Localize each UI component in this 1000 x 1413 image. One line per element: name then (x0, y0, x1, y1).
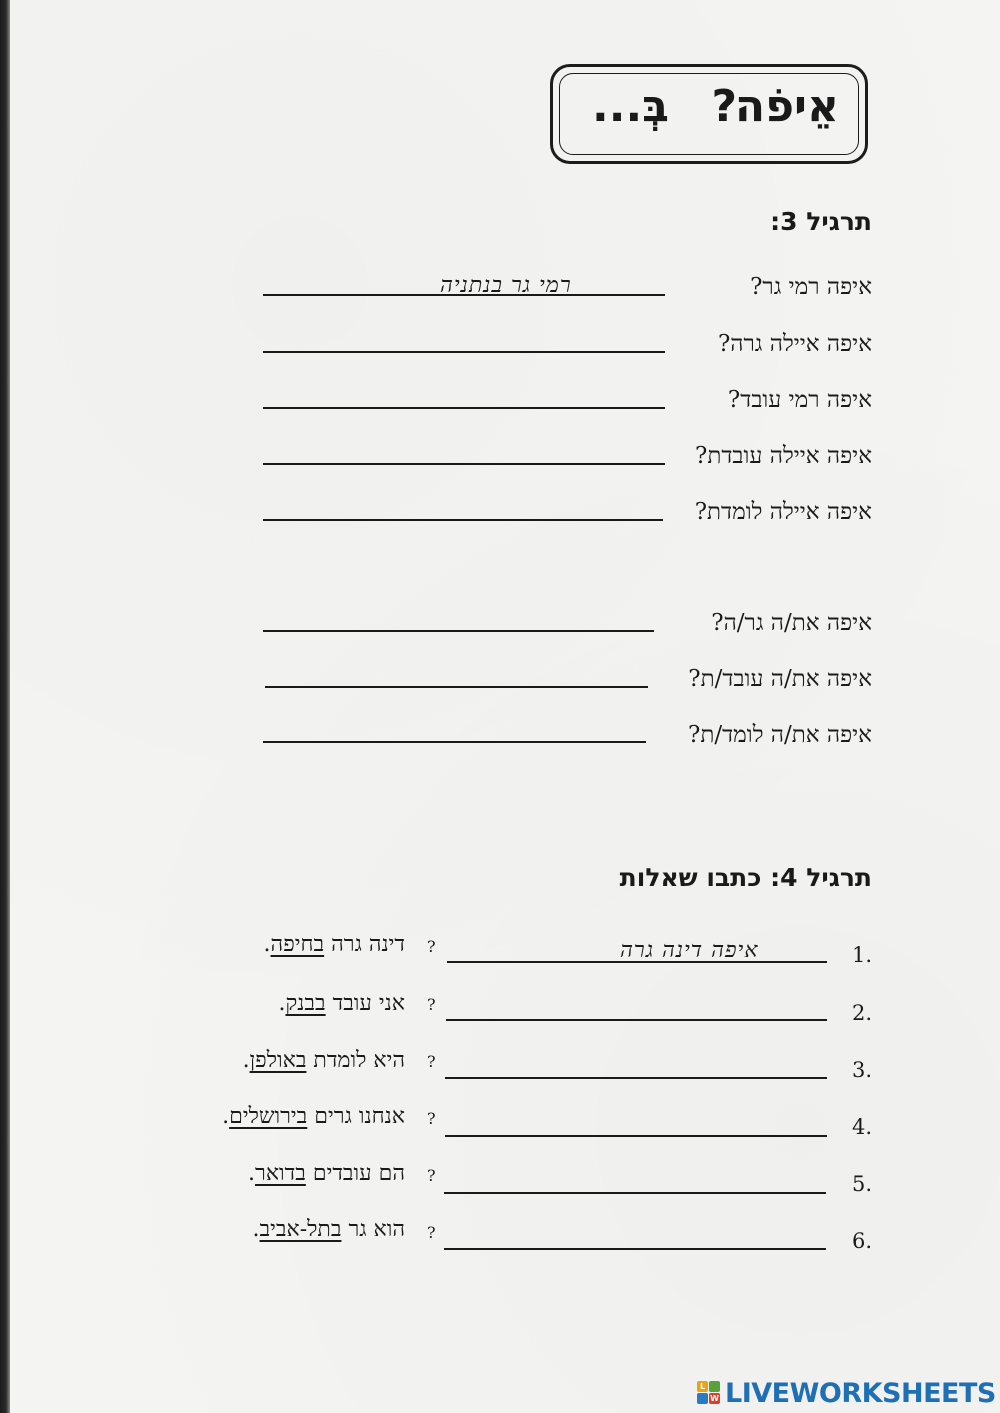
icon-tile: L (697, 1381, 708, 1392)
question-text: איפה את/ה לומד/ת? (688, 722, 872, 748)
answer-line[interactable] (263, 741, 646, 743)
scan-edge (0, 0, 10, 1413)
item-number: 2. (852, 1001, 873, 1025)
icon-tile (697, 1393, 708, 1404)
icon-tile: W (710, 1394, 719, 1403)
question-text: איפה רמי עובד? (727, 387, 872, 413)
liveworksheets-logo (697, 1379, 996, 1407)
statement: אני עובד בבנק. (278, 991, 405, 1016)
question-mark: ? (427, 1223, 436, 1242)
item-number: 3. (852, 1058, 873, 1082)
underlined-place: בירושלים (229, 1104, 308, 1129)
answer-line[interactable] (444, 1248, 826, 1250)
statement: היא לומדת באולפן. (242, 1048, 405, 1073)
question-text: איפה איילה לומדת? (694, 499, 872, 525)
title-word: אֵיפֹה (734, 81, 839, 132)
question-mark: ? (427, 1166, 436, 1185)
statement: הם עובדים בדואר. (248, 1161, 405, 1186)
item-number: 5. (852, 1172, 873, 1196)
item-number: 6. (852, 1229, 873, 1253)
question-mark: ? (427, 995, 436, 1014)
answer-line[interactable] (263, 630, 654, 632)
answer-line[interactable] (263, 407, 665, 409)
statement: אנחנו גרים בירושלים. (222, 1104, 405, 1129)
statement: דינה גרה בחיפה. (263, 932, 405, 957)
answer-line[interactable] (263, 351, 665, 353)
answer-line[interactable] (446, 1019, 827, 1021)
answer-line[interactable] (444, 1192, 826, 1194)
brand-name: LIVEWORKSHEETS (725, 1377, 996, 1409)
exercise3-heading: תרגיל 3: (770, 207, 872, 236)
underlined-place: בתל-אביב (259, 1217, 342, 1242)
title-question-mark: ? (711, 81, 737, 132)
icon-tile (709, 1381, 720, 1392)
item-number: 1. (852, 943, 873, 967)
question-mark: ? (427, 1052, 436, 1071)
handwritten-answer[interactable]: רמי גר בנתניה (440, 273, 572, 298)
question-text: איפה רמי גר? (750, 274, 872, 300)
question-mark: ? (427, 1109, 436, 1128)
underlined-place: באולפן (249, 1048, 307, 1073)
question-text: איפה איילה גרה? (717, 331, 872, 357)
question-text: איפה את/ה עובד/ת? (688, 666, 872, 692)
underlined-place: בחיפה (270, 932, 325, 957)
statement: הוא גר בתל-אביב. (252, 1217, 405, 1242)
underlined-place: בבנק (285, 991, 326, 1016)
title-box (550, 64, 868, 164)
underlined-place: בדואר (255, 1161, 306, 1186)
answer-line[interactable] (265, 686, 648, 688)
answer-line[interactable] (263, 463, 665, 465)
liveworksheets-icon (697, 1381, 721, 1405)
question-text: איפה איילה עובדת? (695, 443, 872, 469)
item-number: 4. (852, 1115, 873, 1139)
question-mark: ? (427, 937, 436, 956)
handwritten-answer[interactable]: איפה דינה גרה (620, 938, 759, 963)
title-prep: בְּ... (592, 81, 669, 132)
answer-line[interactable] (445, 1077, 827, 1079)
question-text: איפה את/ה גר/ה? (711, 610, 872, 636)
exercise4-heading: תרגיל 4: כתבו שאלות (619, 863, 872, 892)
answer-line[interactable] (445, 1135, 827, 1137)
answer-line[interactable] (263, 519, 663, 521)
